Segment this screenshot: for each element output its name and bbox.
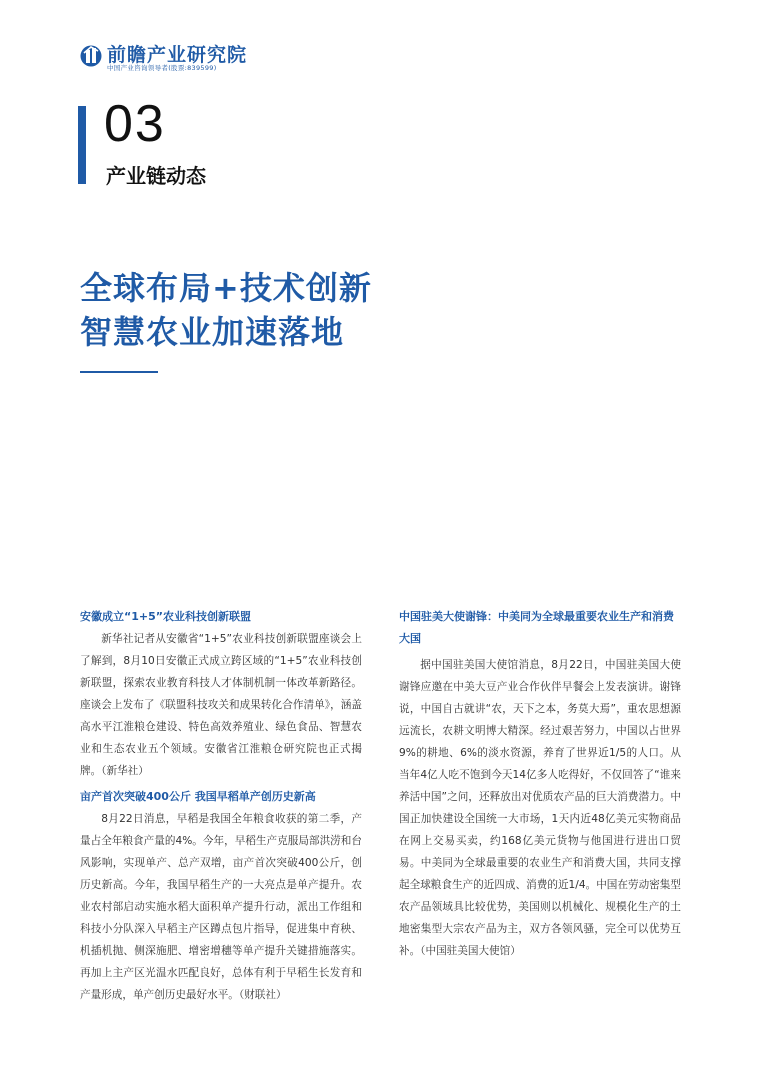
logo-subtitle: 中国产业咨询领导者(股票:839599)	[107, 64, 217, 72]
logo-title: 前瞻产业研究院	[107, 44, 248, 66]
left-column	[80, 606, 362, 1006]
section-number: 03	[104, 95, 166, 153]
right-column	[399, 606, 681, 962]
section-accent-bar	[78, 106, 86, 184]
headline-divider	[80, 371, 158, 373]
article-body: 据中国驻美国大使馆消息，8月22日，中国驻美国大使谢锋应邀在中美大豆产业合作伙伴早餐会上发表演讲。谢锋说，中国自古就讲“农，天下之本，务莫大焉”，重农思想源远流长，农耕文明博大精深。经过艰苦努力，中国以占世界9%的耕地、6%的淡水资源，养育了世界近1/5的人口。从当年4亿人吃不饱到今天14亿多人吃得好，不仅回答了“谁来养活中国”之问，还释放出对优质农产品的巨大消费潜力。中国正加快建设全国统一大市场，1天内近48亿美元实物商品在网上交易买卖，约168亿美元货物与他国进行进出口贸易。中美同为全球最重要的农业生产和消费大国，共同支撑起全球粮食生产的近四成、消费的近1/4。中国在劳动密集型农产品领域具比较优势，美国则以机械化、规模化生产的土地密集型大宗农产品为主，双方各领风骚，完全可以优势互补。（中国驻美国大使馆）	[399, 659, 681, 957]
headline-line-2: 智慧农业加速落地	[80, 313, 345, 351]
article-title: 亩产首次突破400公斤 我国早稻单产创历史新高	[80, 790, 316, 803]
headline-line-1: 全球布局+技术创新	[80, 269, 372, 307]
article-title: 中国驻美大使谢锋：中美同为全球最重要农业生产和消费大国	[399, 610, 674, 645]
article-title: 安徽成立“1+5”农业科技创新联盟	[80, 610, 251, 623]
article-body: 新华社记者从安徽省“1+5”农业科技创新联盟座谈会上了解到，8月10日安徽正式成立跨区域的“1+5”农业科技创新联盟，探索农业教育科技人才体制机制一体改革新路径。座谈会上发布了《联盟科技攻关和成果转化合作清单》，涵盖高水平江淮粮仓建设、特色高效养殖业、绿色食品、智慧农业和生态农业五个领域。安徽省江淮粮仓研究院也正式揭牌。（新华社）	[80, 633, 362, 777]
logo-mark-icon	[80, 43, 102, 69]
article-body: 8月22日消息，早稻是我国全年粮食收获的第二季，产量占全年粮食产量的4%。今年，早稻生产克服局部洪涝和台风影响，实现单产、总产双增，亩产首次突破400公斤，创历史新高。今年，我国早稻生产的一大亮点是单产提升。农业农村部启动实施水稻大面积单产提升行动，派出工作组和科技小分队深入早稻主产区蹲点包片指导，促进集中育秧、机插机抛、侧深施肥、增密增穗等单产提升关键措施落实。再加上主产区光温水匹配良好，总体有利于早稻生长发育和产量形成，单产创历史最好水平。（财联社）	[80, 813, 362, 1001]
article	[80, 606, 362, 782]
article	[399, 606, 681, 962]
article	[80, 786, 362, 1006]
page-headline	[80, 266, 372, 354]
section-title: 产业链动态	[106, 164, 206, 188]
